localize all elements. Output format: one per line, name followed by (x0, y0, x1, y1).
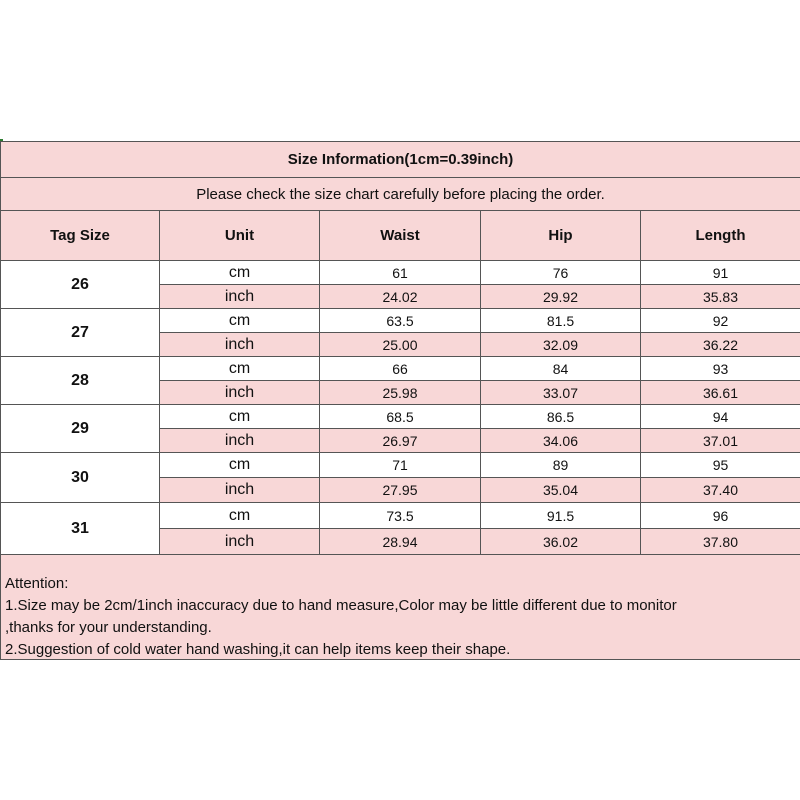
attention-heading: Attention: (5, 575, 69, 592)
attention-note (1, 555, 800, 660)
waist-cell: 26.97 (320, 429, 481, 452)
unit-cell: cm (160, 261, 320, 284)
waist-cell: 66 (320, 357, 481, 380)
length-cell: 95 (712, 457, 729, 473)
table-row-cm (160, 503, 800, 529)
unit-cell: inch (160, 529, 320, 554)
table-row-inch (160, 381, 800, 404)
unit-cell: inch (160, 429, 320, 452)
attention-line-1: 1.Size may be 2cm/1inch inaccuracy due to hand measure,Color may be little different due to monitor (5, 597, 677, 614)
hip-cell: 35.04 (481, 478, 641, 502)
waist-cell: 68.5 (320, 405, 481, 428)
header-length: Length (695, 227, 746, 244)
length-cell: 96 (712, 507, 729, 524)
hip-cell: 33.07 (481, 381, 641, 404)
hip-cell: 76 (481, 261, 641, 284)
table-row-cm (160, 405, 800, 429)
size-chart (0, 141, 800, 660)
waist-cell: 73.5 (320, 503, 481, 528)
hip-cell: 91.5 (481, 503, 641, 528)
waist-cell: 63.5 (320, 309, 481, 332)
length-cell: 91 (712, 264, 729, 281)
chart-notice: Please check the size chart carefully before placing the order. (1, 178, 800, 211)
waist-cell: 24.02 (320, 285, 481, 308)
chart-title: Size Information(1cm=0.39inch) (1, 141, 800, 178)
header-tag-size: Tag Size (1, 211, 160, 260)
table-row-inch (160, 333, 800, 356)
length-cell: 37.80 (702, 533, 739, 550)
waist-cell: 25.00 (320, 333, 481, 356)
hip-cell: 32.09 (481, 333, 641, 356)
table-row-cm (160, 357, 800, 381)
waist-cell: 28.94 (320, 529, 481, 554)
hip-cell: 84 (481, 357, 641, 380)
waist-cell: 25.98 (320, 381, 481, 404)
size-group-29 (1, 405, 800, 453)
table-row-cm (160, 261, 800, 285)
table-header (1, 211, 800, 261)
unit-cell: inch (160, 333, 320, 356)
length-cell: 37.40 (702, 482, 739, 498)
length-cell: 92 (712, 312, 729, 329)
unit-cell: cm (160, 405, 320, 428)
unit-cell: cm (160, 357, 320, 380)
waist-cell: 71 (320, 453, 481, 477)
hip-cell: 81.5 (481, 309, 641, 332)
hip-cell: 36.02 (481, 529, 641, 554)
unit-cell: inch (160, 478, 320, 502)
length-cell: 36.61 (702, 384, 739, 401)
attention-line-2: ,thanks for your understanding. (5, 619, 212, 636)
table-row-inch (160, 285, 800, 308)
unit-cell: cm (160, 453, 320, 477)
tag-size-cell: 30 (1, 453, 160, 502)
waist-cell: 61 (320, 261, 481, 284)
tag-size-cell: 28 (1, 357, 160, 404)
size-group-27 (1, 309, 800, 357)
table-row-inch (160, 429, 800, 452)
tag-size-cell: 27 (1, 309, 160, 356)
table-row-cm (160, 309, 800, 333)
size-group-30 (1, 453, 800, 503)
hip-cell: 29.92 (481, 285, 641, 308)
tag-size-cell: 29 (1, 405, 160, 452)
length-cell: 37.01 (702, 432, 739, 449)
table-row-cm (160, 453, 800, 478)
header-waist: Waist (320, 211, 481, 260)
hip-cell: 34.06 (481, 429, 641, 452)
hip-cell: 89 (481, 453, 641, 477)
table-row-inch (160, 478, 800, 502)
unit-cell: cm (160, 503, 320, 528)
hip-cell: 86.5 (481, 405, 641, 428)
tag-size-cell: 26 (1, 261, 160, 308)
size-group-26 (1, 261, 800, 309)
size-rows (1, 261, 800, 555)
length-cell: 36.22 (702, 336, 739, 353)
header-unit: Unit (160, 211, 320, 260)
tag-size-cell: 31 (1, 503, 160, 554)
length-cell: 35.83 (702, 288, 739, 305)
unit-cell: inch (160, 381, 320, 404)
size-group-31 (1, 503, 800, 555)
attention-line-3: 2.Suggestion of cold water hand washing,it can help items keep their shape. (5, 641, 511, 658)
unit-cell: cm (160, 309, 320, 332)
length-cell: 94 (712, 408, 729, 425)
table-row-inch (160, 529, 800, 554)
unit-cell: inch (160, 285, 320, 308)
waist-cell: 27.95 (320, 478, 481, 502)
header-hip: Hip (481, 211, 641, 260)
size-group-28 (1, 357, 800, 405)
length-cell: 93 (712, 360, 729, 377)
